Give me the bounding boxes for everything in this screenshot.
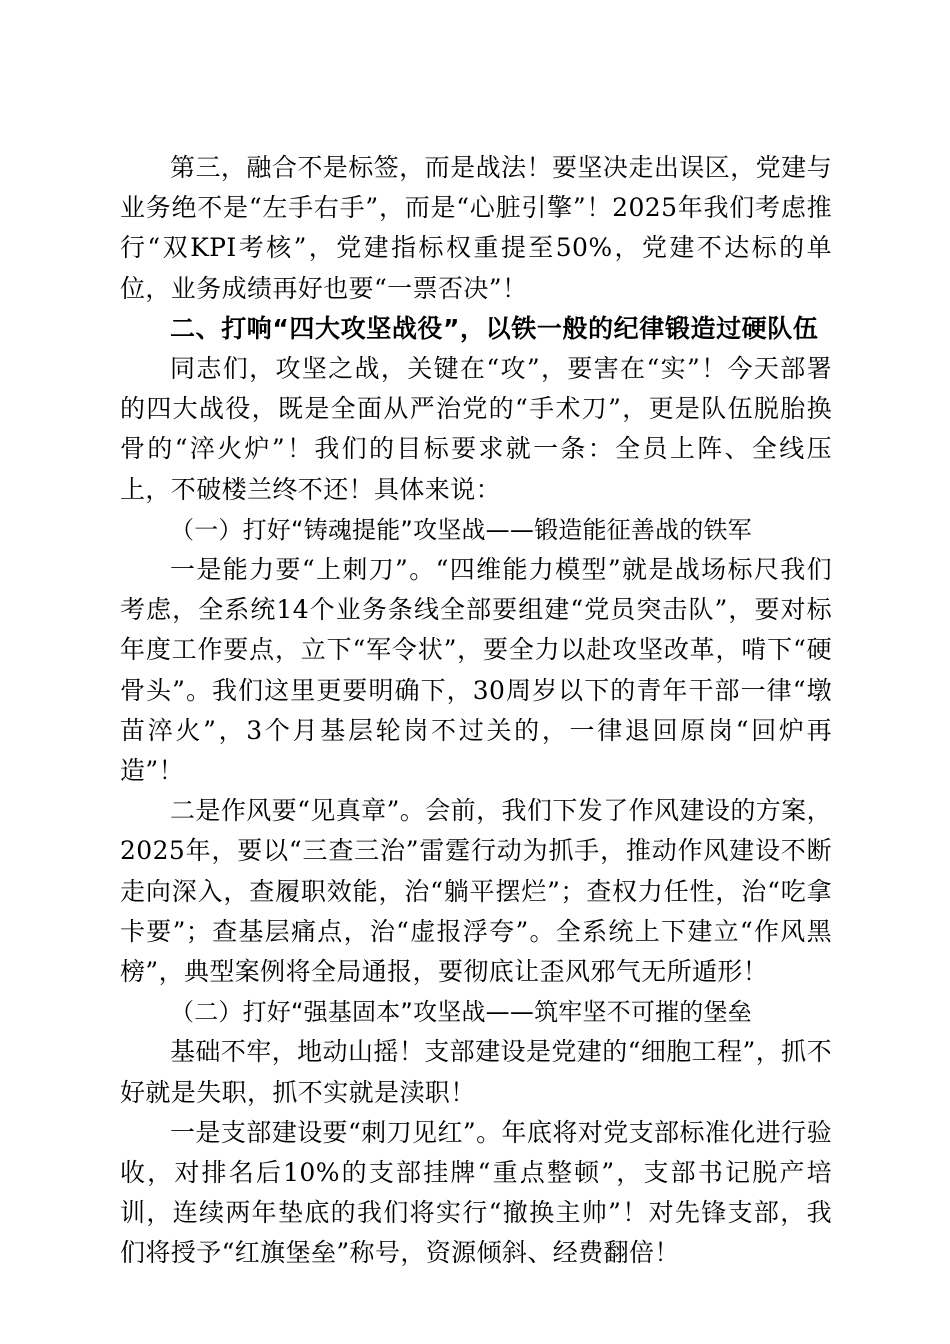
- paragraph-branch-building: 一是支部建设要“刺刀见红”。年底将对党支部标准化进行验收，对排名后10%的支部挂牌“重点整顿”，支部书记脱产培训，连续两年垫底的我们将实行“撤换主帅”！对先锋支部，我们将授予“红旗堡垒”称号，资源倾斜、经费翻倍！: [120, 1117, 832, 1268]
- paragraph-third-integration: 第三，融合不是标签，而是战法！要坚决走出误区，党建与业务绝不是“左手右手”，而是“心脏引擎”！2025年我们考虑推行“双KPI考核”，党建指标权重提至50%，党建不达标的单位，业务成绩再好也要“一票否决”！: [120, 153, 832, 303]
- section-heading-two: 二、打响“四大攻坚战役”，以铁一般的纪律锻造过硬队伍: [170, 313, 819, 343]
- paragraph-ability: 一是能力要“上刺刀”。“四维能力模型”就是战场标尺我们考虑，全系统14个业务条线全部要组建“党员突击队”，要对标年度工作要点，立下“军令状”，要全力以赴攻坚改革，啃下“硬骨头”。我们这里更要明确下，30周岁以下的青年干部一律“墩苗淬火”，3个月基层轮岗不过关的，一律退回原岗“回炉再造”！: [120, 555, 832, 786]
- subheading-two: （二）打好“强基固本”攻坚战——筑牢坚不可摧的堡垒: [170, 998, 752, 1027]
- paragraph-comrades: 同志们，攻坚之战，关键在“攻”，要害在“实”！今天部署的四大战役，既是全面从严治党的“手术刀”，更是队伍脱胎换骨的“淬火炉”！我们的目标要求就一条：全员上阵、全线压上，不破楼兰终不还！具体来说：: [120, 354, 832, 504]
- subheading-one: （一）打好“铸魂提能”攻坚战——锻造能征善战的铁军: [170, 515, 752, 544]
- paragraph-foundation: 基础不牢，地动山摇！支部建设是党建的“细胞工程”，抓不好就是失职，抓不实就是渎职！: [120, 1037, 832, 1107]
- paragraph-work-style: 二是作风要“见真章”。会前，我们下发了作风建设的方案，2025年，要以“三查三治”雷霆行动为抓手，推动作风建设不断走向深入，查履职效能，治“躺平摆烂”；查权力任性，治“吃拿卡要”；查基层痛点，治“虚报浮夸”。全系统上下建立“作风黑榜”，典型案例将全局通报，要彻底让歪风邪气无所遁形！: [120, 796, 832, 987]
- document-page: [120, 148, 832, 1274]
